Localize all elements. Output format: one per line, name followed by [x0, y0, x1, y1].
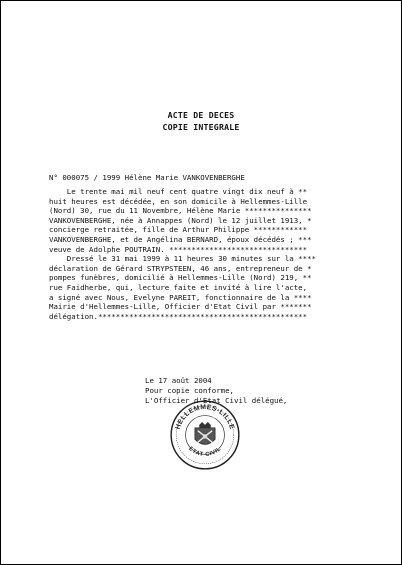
municipal-seal-icon	[169, 399, 241, 471]
act-body-line: (Nord) 30, rue du 11 Novembre, Hélène Marie ***************	[49, 206, 312, 216]
act-body-line: Dressé le 31 mai 1999 à 11 heures 30 minutes sur la ****	[49, 254, 316, 264]
document-subtitle: COPIE INTEGRALE	[162, 122, 240, 132]
act-body-line: veuve de Adolphe POUTRAIN. *******************************	[49, 244, 308, 254]
act-body-line: Le trente mai mil neuf cent quatre vingt dix neuf à **	[49, 187, 308, 196]
closing-certification: Pour copie conforme,	[145, 386, 234, 395]
act-body-line: concierge retraitée, fille de Arthur Philippe ************	[49, 225, 308, 235]
act-body-line: délégation.***********************************************	[49, 311, 308, 321]
act-body-line: a signé avec Nous, Evelyne PAREIT, fonctionnaire de la ****	[49, 292, 312, 302]
act-body	[49, 187, 359, 321]
act-body-line: VANKOVENBERGHE, née à Annappes (Nord) le 12 juillet 1913, *	[49, 215, 312, 225]
seal-top-text: HELLEMMES-LILLE	[174, 403, 236, 431]
act-body-line: VANKOVENBERGHE, et de Angélina BERNARD, époux décédés ; ***	[49, 234, 312, 244]
act-body-line: Mairie d'Hellemmes-Lille, Officier d'Etat Civil par *******	[49, 302, 312, 312]
closing-date: Le 17 août 2004	[145, 376, 212, 385]
seal-bottom-text: ETAT CIVIL	[187, 446, 223, 459]
act-reference: N° 000075 / 1999 Hélène Marie VANKOVENBERGHE	[49, 173, 245, 182]
closing-officer: L'Officier d'Etat Civil délégué,	[145, 396, 288, 405]
act-body-line: huit heures est décédée, en son domicile à Hellemmes-Lille	[49, 196, 308, 206]
act-body-line: pompes funèbres, domicilié à Hellemmes-Lille (Nord) 219, **	[49, 273, 312, 283]
act-body-line: rue Faidherbe, qui, lecture faite et invité à lire l'acte,	[49, 282, 308, 292]
act-body-line: déclaration de Gérard STRYPSTEEN, 46 ans, entrepreneur de *	[49, 263, 312, 273]
seal-emblem	[195, 422, 215, 444]
document-title: ACTE DE DECES	[167, 110, 235, 120]
